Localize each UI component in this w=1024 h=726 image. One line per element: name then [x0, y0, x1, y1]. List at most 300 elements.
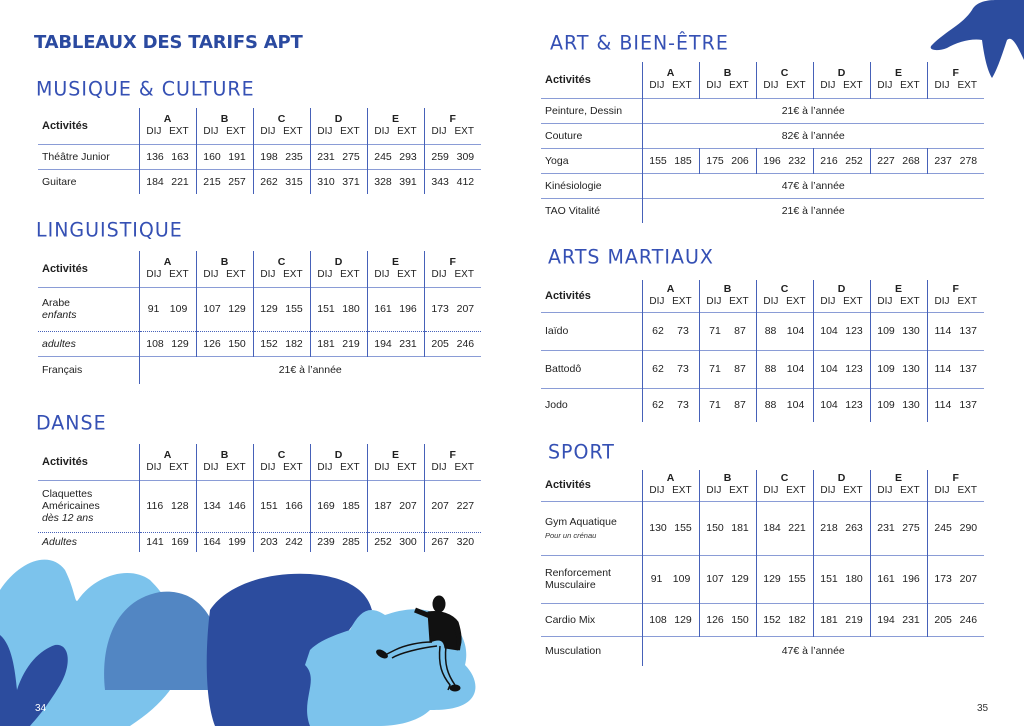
price-dij: 207 [431, 500, 449, 512]
activity-name: Renforcement Musculaire [545, 567, 611, 591]
col-header-activites: Activités [545, 479, 591, 492]
price-dij: 108 [146, 337, 164, 350]
col-header-group: A DIJ EXT [139, 108, 196, 144]
col-header-activites: Activités [545, 289, 591, 302]
table-header-row [541, 62, 984, 98]
section-title-martiaux: ARTS MARTIAUX [548, 245, 714, 269]
price-dij: 161 [877, 573, 895, 585]
price-dij: 164 [203, 536, 221, 549]
price-ext: 130 [902, 325, 920, 337]
price-dij: 71 [709, 325, 721, 337]
price-cell-e [870, 350, 927, 388]
price-cell-d [310, 287, 367, 331]
price-dij: 216 [820, 154, 838, 167]
table-header-row [38, 251, 481, 287]
price-cell-e [367, 169, 424, 194]
price-cell-e [870, 603, 927, 636]
price-dij: 187 [374, 500, 392, 512]
col-header-activites: Activités [545, 73, 591, 86]
price-cell-f [424, 532, 481, 552]
col-header-group: A DIJ EXT [139, 251, 196, 287]
price-cell-e [870, 555, 927, 603]
col-header-group: C DIJ EXT [253, 444, 310, 480]
flat-price: 21€ à l’année [642, 198, 984, 223]
activity-name: Claquettes Américaines dès 12 ans [42, 488, 100, 524]
col-header-group: B DIJ EXT [196, 251, 253, 287]
price-ext: 150 [228, 337, 246, 350]
price-dij: 203 [260, 536, 278, 549]
price-cell-d [310, 480, 367, 532]
price-dij: 181 [820, 613, 838, 626]
main-title: TABLEAUX DES TARIFS APT [34, 32, 303, 53]
price-ext: 73 [677, 325, 689, 337]
price-dij: 108 [649, 613, 667, 626]
price-ext: 109 [169, 303, 188, 315]
price-ext: 235 [285, 150, 303, 163]
price-ext: 155 [674, 522, 692, 534]
price-ext: 196 [902, 573, 920, 585]
price-cell-b [699, 501, 756, 555]
price-ext: 137 [959, 363, 977, 375]
table-row [38, 287, 481, 331]
price-cell-d [310, 169, 367, 194]
price-ext: 128 [171, 500, 189, 512]
price-ext: 412 [456, 175, 475, 188]
col-header-group: E DIJ EXT [870, 62, 927, 98]
price-cell-b [196, 144, 253, 169]
price-ext: 191 [228, 150, 246, 163]
table-row [541, 350, 984, 388]
price-dij: 91 [650, 573, 663, 585]
price-ext: 130 [902, 399, 920, 412]
price-ext: 181 [731, 522, 749, 534]
flat-price: 47€ à l’année [642, 636, 984, 666]
price-dij: 126 [203, 337, 221, 350]
price-cell-d [813, 555, 870, 603]
price-cell-b [196, 532, 253, 552]
price-dij: 62 [652, 325, 664, 337]
section-title-linguistique: LINGUISTIQUE [36, 218, 183, 242]
price-dij: 169 [317, 500, 335, 512]
price-dij: 104 [820, 363, 838, 375]
price-dij: 181 [317, 337, 335, 350]
col-header-group: D DIJ EXT [813, 470, 870, 501]
price-cell-d [813, 388, 870, 422]
price-cell-c [253, 287, 310, 331]
col-header-group: E DIJ EXT [367, 444, 424, 480]
price-cell-c [756, 350, 813, 388]
activity-subgroup: dès 12 ans [42, 512, 94, 524]
price-ext: 180 [342, 303, 360, 315]
price-dij: 173 [934, 573, 952, 585]
price-cell-f [927, 603, 984, 636]
col-header-group: B DIJ EXT [699, 470, 756, 501]
table-row [38, 356, 481, 384]
price-cell-a [139, 331, 196, 356]
col-header-group: A DIJ EXT [139, 444, 196, 480]
col-header-activites: Activités [42, 455, 88, 468]
price-dij: 88 [764, 325, 777, 337]
activity-name: Jodo [545, 399, 568, 412]
price-dij: 109 [877, 363, 895, 375]
price-dij: 237 [934, 154, 952, 167]
price-ext: 73 [677, 399, 689, 412]
price-cell-f [927, 350, 984, 388]
col-header-group: E DIJ EXT [367, 108, 424, 144]
price-dij: 129 [763, 573, 781, 585]
price-ext: 371 [342, 175, 360, 188]
price-cell-b [699, 603, 756, 636]
price-cell-d [813, 501, 870, 555]
col-header-group: E DIJ EXT [367, 251, 424, 287]
price-dij: 116 [146, 500, 164, 512]
col-header-group: D DIJ EXT [813, 280, 870, 312]
activity-note: Pour un crénau [545, 531, 597, 540]
price-dij: 114 [934, 363, 952, 375]
price-dij: 155 [649, 154, 667, 167]
table-row [38, 144, 481, 169]
price-cell-e [367, 331, 424, 356]
col-header-group: F DIJ EXT [927, 470, 984, 501]
flat-price: 47€ à l’année [642, 173, 984, 198]
price-dij: 152 [260, 337, 278, 350]
price-cell-a [139, 169, 196, 194]
price-cell-d [813, 312, 870, 350]
price-cell-a [139, 144, 196, 169]
flat-price: 21€ à l’année [139, 356, 481, 384]
price-ext: 221 [171, 175, 189, 188]
price-ext: 87 [734, 399, 746, 412]
price-cell-a [642, 603, 699, 636]
activity-subgroup: enfants [42, 309, 77, 321]
price-ext: 232 [788, 154, 806, 167]
price-cell-b [699, 148, 756, 173]
price-ext: 123 [845, 363, 863, 375]
price-ext: 207 [456, 303, 475, 315]
col-header-group: D DIJ EXT [813, 62, 870, 98]
price-dij: 104 [820, 399, 838, 412]
activity-name: Kinésiologie [545, 179, 602, 192]
price-ext: 129 [731, 573, 749, 585]
price-cell-e [367, 532, 424, 552]
price-ext: 196 [399, 303, 417, 315]
price-cell-b [699, 388, 756, 422]
activity-name: Cardio Mix [545, 613, 596, 626]
price-dij: 215 [203, 175, 221, 188]
price-ext: 180 [845, 573, 863, 585]
price-ext: 263 [845, 522, 863, 534]
col-header-group: C DIJ EXT [756, 62, 813, 98]
price-dij: 91 [147, 303, 160, 315]
price-cell-d [310, 144, 367, 169]
price-ext: 129 [171, 337, 189, 350]
price-dij: 239 [317, 536, 335, 549]
price-ext: 246 [456, 337, 475, 350]
price-dij: 194 [877, 613, 895, 626]
col-header-group: D DIJ EXT [310, 108, 367, 144]
price-dij: 71 [709, 399, 721, 412]
page-number-left: 34 [35, 703, 47, 714]
table-row [541, 603, 984, 636]
col-header-activites: Activités [42, 262, 88, 275]
col-header-group: D DIJ EXT [310, 251, 367, 287]
price-cell-c [253, 480, 310, 532]
activity-name: Français [42, 364, 83, 377]
col-header-group: F DIJ EXT [424, 108, 481, 144]
price-dij: 151 [317, 303, 335, 315]
price-ext: 123 [845, 399, 863, 412]
price-dij: 160 [203, 150, 221, 163]
table-row [541, 501, 984, 555]
price-cell-a [139, 287, 196, 331]
page-right [512, 0, 1024, 726]
price-cell-c [756, 312, 813, 350]
price-ext: 315 [285, 175, 303, 188]
price-cell-c [756, 555, 813, 603]
section-title-art: ART & BIEN-ÊTRE [550, 31, 729, 55]
price-cell-f [927, 148, 984, 173]
price-dij: 88 [764, 399, 777, 412]
price-ext: 285 [342, 536, 360, 549]
price-ext: 300 [399, 536, 417, 549]
table-row [541, 173, 984, 198]
price-cell-c [756, 603, 813, 636]
decorative-blob-illustration [0, 550, 512, 726]
price-ext: 278 [959, 154, 978, 167]
price-dij: 262 [260, 175, 278, 188]
price-ext: 155 [788, 573, 806, 585]
col-header-group: A DIJ EXT [642, 62, 699, 98]
price-cell-e [870, 148, 927, 173]
price-cell-c [253, 169, 310, 194]
table-row [541, 198, 984, 223]
price-cell-e [367, 144, 424, 169]
price-cell-c [253, 144, 310, 169]
table-row [38, 480, 481, 532]
price-ext: 182 [285, 337, 303, 350]
price-cell-d [813, 603, 870, 636]
table-sport [541, 470, 984, 666]
price-dij: 161 [374, 303, 392, 315]
price-dij: 205 [934, 613, 952, 626]
price-dij: 245 [374, 150, 392, 163]
price-ext: 246 [959, 613, 978, 626]
activity-name: Peinture, Dessin [545, 104, 623, 117]
price-cell-a [642, 555, 699, 603]
price-ext: 137 [959, 399, 977, 412]
table-row [541, 148, 984, 173]
price-ext: 391 [399, 175, 417, 188]
price-cell-e [870, 501, 927, 555]
section-title-sport: SPORT [548, 440, 615, 464]
table-martiaux [541, 280, 984, 422]
table-danse [38, 444, 481, 552]
price-ext: 129 [674, 613, 692, 626]
price-dij: 114 [934, 325, 952, 337]
price-cell-a [642, 148, 699, 173]
price-dij: 150 [706, 522, 724, 534]
price-ext: 185 [342, 500, 360, 512]
col-header-group: F DIJ EXT [424, 444, 481, 480]
price-dij: 173 [431, 303, 449, 315]
price-ext: 290 [959, 522, 978, 534]
price-dij: 109 [877, 399, 895, 412]
activity-name: Yoga [545, 154, 569, 167]
price-cell-f [424, 169, 481, 194]
price-cell-f [927, 312, 984, 350]
price-ext: 320 [456, 536, 475, 549]
price-dij: 231 [317, 150, 335, 163]
price-cell-c [253, 532, 310, 552]
price-ext: 130 [902, 363, 920, 375]
activity-name: Musculation [545, 645, 602, 658]
price-dij: 259 [431, 150, 449, 163]
price-cell-b [196, 287, 253, 331]
price-cell-b [699, 555, 756, 603]
price-ext: 166 [285, 500, 303, 512]
price-ext: 123 [845, 325, 863, 337]
price-dij: 151 [820, 573, 838, 585]
price-ext: 231 [902, 613, 920, 626]
price-cell-b [699, 312, 756, 350]
price-dij: 109 [877, 325, 895, 337]
price-cell-c [756, 148, 813, 173]
table-row [541, 312, 984, 350]
table-row [38, 532, 481, 552]
price-ext: 219 [845, 613, 863, 626]
table-header-row [541, 470, 984, 501]
table-row [38, 169, 481, 194]
price-dij: 104 [820, 325, 838, 337]
price-dij: 198 [260, 150, 278, 163]
flat-price: 21€ à l’année [642, 98, 984, 123]
price-cell-a [139, 480, 196, 532]
price-ext: 275 [342, 150, 360, 163]
price-cell-c [253, 331, 310, 356]
price-ext: 309 [456, 150, 475, 163]
section-title-musique: MUSIQUE & CULTURE [36, 77, 255, 101]
price-ext: 293 [399, 150, 417, 163]
price-dij: 130 [649, 522, 667, 534]
col-header-group: D DIJ EXT [310, 444, 367, 480]
price-dij: 151 [260, 500, 278, 512]
col-header-group: A DIJ EXT [642, 470, 699, 501]
price-cell-e [367, 287, 424, 331]
col-header-group: C DIJ EXT [756, 470, 813, 501]
table-row [541, 636, 984, 666]
table-header-row [38, 444, 481, 480]
price-dij: 107 [706, 573, 724, 585]
table-musique [38, 108, 481, 194]
price-ext: 169 [171, 536, 189, 549]
price-cell-f [424, 331, 481, 356]
table-row [38, 331, 481, 356]
price-ext: 182 [788, 613, 806, 626]
price-dij: 328 [374, 175, 392, 188]
price-cell-e [870, 388, 927, 422]
price-ext: 129 [228, 303, 246, 315]
price-ext: 155 [285, 303, 303, 315]
price-dij: 62 [652, 399, 664, 412]
price-cell-f [424, 287, 481, 331]
price-cell-b [196, 169, 253, 194]
price-cell-c [756, 501, 813, 555]
price-dij: 310 [317, 175, 335, 188]
price-cell-a [642, 501, 699, 555]
price-ext: 104 [786, 399, 805, 412]
price-cell-d [813, 350, 870, 388]
price-ext: 199 [228, 536, 246, 549]
price-cell-a [642, 312, 699, 350]
price-dij: 88 [764, 363, 777, 375]
price-dij: 205 [431, 337, 449, 350]
col-header-group: F DIJ EXT [927, 280, 984, 312]
col-header-group: C DIJ EXT [253, 108, 310, 144]
activity-name: Gym Aquatique Pour un crénau [541, 501, 642, 555]
price-dij: 114 [934, 399, 952, 412]
price-cell-b [196, 331, 253, 356]
table-row [541, 98, 984, 123]
col-header-group: C DIJ EXT [253, 251, 310, 287]
price-ext: 87 [734, 363, 746, 375]
price-cell-a [139, 532, 196, 552]
price-cell-d [310, 532, 367, 552]
col-header-group: B DIJ EXT [196, 108, 253, 144]
price-dij: 152 [763, 613, 781, 626]
price-ext: 231 [399, 337, 417, 350]
price-ext: 268 [902, 154, 920, 167]
price-ext: 275 [902, 522, 920, 534]
price-dij: 267 [431, 536, 449, 549]
price-dij: 343 [431, 175, 449, 188]
price-ext: 163 [171, 150, 189, 163]
price-cell-a [642, 388, 699, 422]
col-header-group: B DIJ EXT [699, 62, 756, 98]
flat-price: 82€ à l’année [642, 123, 984, 148]
price-ext: 219 [342, 337, 360, 350]
activity-name: Théâtre Junior [42, 150, 110, 163]
price-dij: 194 [374, 337, 392, 350]
price-ext: 87 [734, 325, 746, 337]
activity-subgroup: Adultes [42, 536, 78, 549]
price-ext: 104 [786, 325, 805, 337]
price-cell-e [367, 480, 424, 532]
price-dij: 71 [709, 363, 721, 375]
col-header-activites: Activités [42, 119, 88, 132]
col-header-group: A DIJ EXT [642, 280, 699, 312]
price-dij: 136 [146, 150, 164, 163]
table-row [541, 388, 984, 422]
price-ext: 109 [672, 573, 691, 585]
activity-name: Arabe enfants [42, 297, 77, 321]
price-dij: 134 [203, 500, 221, 512]
col-header-group: E DIJ EXT [870, 280, 927, 312]
price-ext: 227 [456, 500, 475, 512]
price-ext: 146 [228, 500, 246, 512]
price-cell-f [424, 480, 481, 532]
price-dij: 218 [820, 522, 838, 534]
price-ext: 257 [228, 175, 246, 188]
table-linguistique [38, 251, 481, 384]
price-dij: 184 [146, 175, 164, 188]
col-header-group: B DIJ EXT [699, 280, 756, 312]
activity-name: TAO Vitalité [545, 204, 601, 217]
price-ext: 206 [731, 154, 749, 167]
activity-name: Couture [545, 129, 583, 142]
price-cell-e [870, 312, 927, 350]
price-cell-f [927, 501, 984, 555]
price-dij: 175 [706, 154, 724, 167]
